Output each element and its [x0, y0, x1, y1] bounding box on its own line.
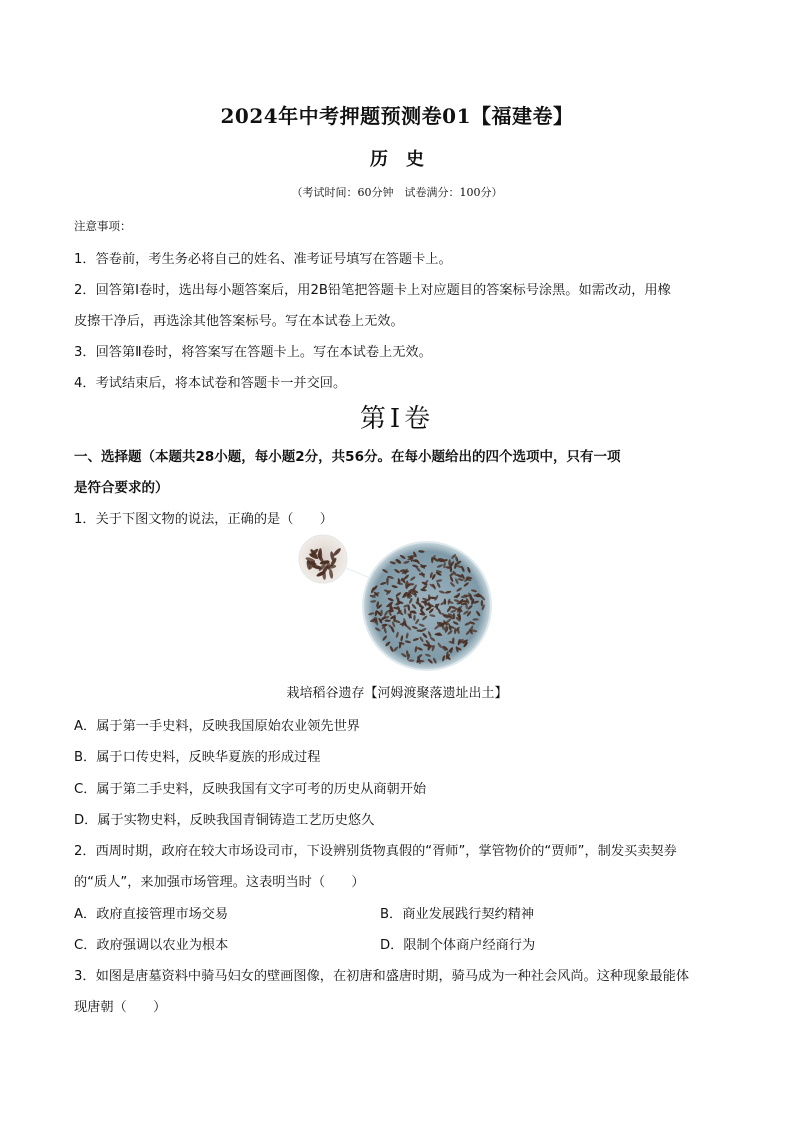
q2-stem-line2: 的“质人”，来加强市场管理。这表明当时（ ）	[74, 875, 365, 890]
section-instructions-line1: 一、选择题（本题共28小题，每小题2分，共56分。在每小题给出的四个选项中，只有一项	[74, 449, 621, 465]
q2-stem-line1: 2．西周时期，政府在较大市场设司市，下设辨别货物真假的“胥师”，掌管物价的“贾师”，制发买卖契券	[74, 844, 677, 859]
q2-option-b: B．商业发展践行契约精神	[380, 907, 535, 922]
q1-image-caption: 栽培稻谷遗存【河姆渡聚落遗址出土】	[286, 686, 508, 701]
note-item-3: 3．回答第Ⅱ卷时，将答案写在答题卡上。写在本试卷上无效。	[74, 345, 432, 360]
q3-stem-line2: 现唐朝（ ）	[74, 1000, 167, 1015]
q2-option-d: D．限制个体商户经商行为	[380, 938, 536, 953]
exam-title: 2024年中考押题预测卷01【福建卷】	[220, 104, 574, 128]
q3-stem-line1: 3．如图是唐墓资料中骑马妇女的壁画图像，在初唐和盛唐时期，骑马成为一种社会风尚。这种现象最能体	[74, 969, 690, 984]
q2-option-a: A．政府直接管理市场交易	[74, 907, 229, 922]
q1-stem: 1．关于下图文物的说法，正确的是（ ）	[74, 512, 333, 527]
rice-grain-artifact-image	[298, 530, 498, 675]
q1-option-d: D．属于实物史料，反映我国青铜铸造工艺历史悠久	[74, 813, 375, 828]
rice-grain	[475, 595, 481, 597]
exam-info: （考试时间：60分钟 试卷满分：100分）	[291, 186, 503, 199]
q1-option-c: C．属于第二手史料，反映我国有文字可考的历史从商朝开始	[74, 782, 427, 797]
note-item-2: 2．回答第Ⅰ卷时，选出每小题答案后，用2B铅笔把答题卡上对应题目的答案标号涂黑。如需改动，用橡	[74, 283, 671, 298]
note-item-4: 4．考试结束后，将本试卷和答题卡一并交回。	[74, 376, 347, 391]
note-item-2-cont: 皮擦干净后，再选涂其他答案标号。写在本试卷上无效。	[74, 314, 404, 329]
section-instructions-line2: 是符合要求的）	[74, 480, 169, 496]
volume-heading: 第Ⅰ卷	[359, 404, 435, 434]
q2-option-c: C．政府强调以农业为根本	[74, 938, 229, 953]
subject-title: 历史	[370, 149, 442, 170]
q1-option-b: B．属于口传史料，反映华夏族的形成过程	[74, 750, 321, 765]
notes-heading: 注意事项：	[74, 219, 132, 233]
note-item-1: 1．答卷前，考生务必将自己的姓名、准考证号填写在答题卡上。	[74, 252, 452, 267]
q1-option-a: A．属于第一手史料，反映我国原始农业领先世界	[74, 719, 360, 734]
